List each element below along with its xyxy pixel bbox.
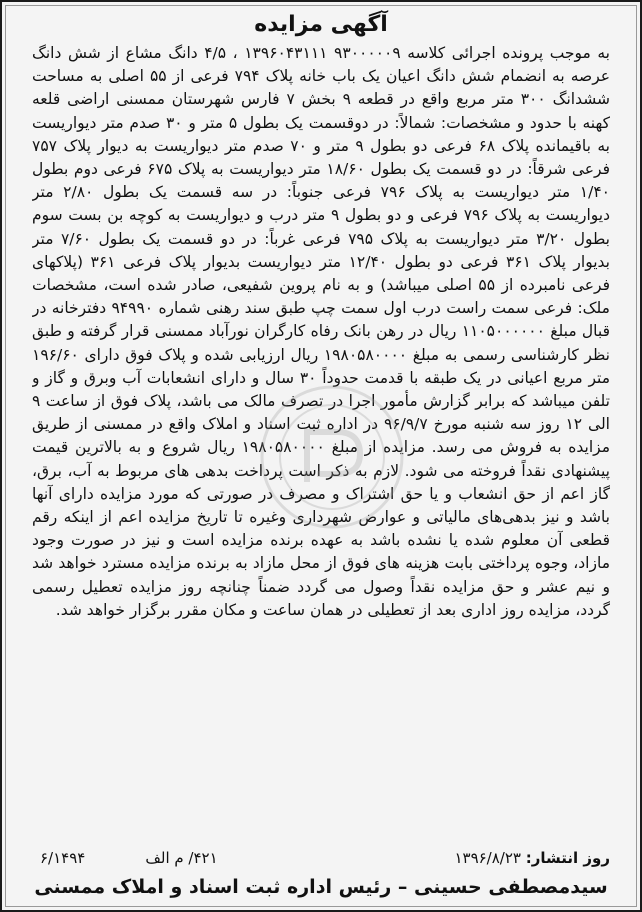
publish-date: ۱۳۹۶/۸/۲۳ — [454, 849, 521, 867]
notice-code: ۶/۱۴۹۴ — [40, 849, 86, 867]
notice-title: آگهی مزایده — [254, 12, 388, 37]
publish-date-label: روز انتشار: — [525, 849, 610, 867]
notice-reference: ۴۲۱/ م الف — [145, 849, 218, 867]
signature: سیدمصطفی حسینی – رئیس اداره ثبت اسناد و املاک ممسنی — [34, 876, 608, 898]
publication-line — [32, 846, 610, 870]
notice-body: به موجب پرونده اجرائی کلاسه ۹۳۰۰۰۰۰۹ ۱۳۹۶۰۴۳۱۱۱ ، ۴/۵ دانگ مشاع از شش دانگ عرصه به انضمام شش دانگ اعیان یک باب خانه پلاک ۷۹۴ فرعی از ۵۵ اصلی به مساحت ششدانگ ۳۰۰ متر مربع واقع در قطعه ۹ بخش ۷ فارس شهرستان ممسنی اراضی قلعه کهنه با حدود و مشخصات: شمالاً: در دوقسمت یک بطول ۵ متر و ۳۰ صدم متر دیواریست به باقیمانده پلاک ۶۸ فرعی دو بطول ۹ متر و ۷۰ صدم متر دیواریست به دیوار پلاک ۷۵۷ فرعی شرقاً: در دو قسمت یک بطول ۱۸/۶۰ متر دیواریست به پلاک ۶۷۵ فرعی دوم بطول ۱/۴۰ متر دیواریست به پلاک ۷۹۶ فرعی جنوباً: در سه قسمت یک بطول ۲/۸۰ متر دیواریست به پلاک ۷۹۶ فرعی و دو بطول ۹ متر درب و دیواریست به کوچه بن بست سوم بطول ۳/۲۰ متر دیواریست به پلاک ۷۹۵ فرعی غرباً: در دو قسمت یک بطول ۷/۶۰ متر بدیوار پلاک ۳۶۱ فرعی دو بطول ۱۲/۴۰ متر دیواریست بدیوار پلاک فرعی ۳۶۱ (پلاکهای فرعی نامبرده از ۵۵ اصلی میباشد) و به نام پروین شفیعی، صادر شده است، مشخصات ملک: فرعی سمت راست درب اول سمت چپ طبق سند رهنی شماره ۹۴۹۹۰ دفترخانه در قبال مبلغ ۱۱۰۵۰۰۰۰۰۰ ریال در رهن بانک رفاه کارگران نورآباد ممسنی قرار گرفته و طبق نظر کارشناسی رسمی به مبلغ ۱۹۸۰۵۸۰۰۰۰ ریال ارزیابی شده و پلاک فوق دارای ۱۹۶/۶۰ متر مربع اعیانی در یک طبقه با قدمت حدوداً ۳۰ سال و دارای انشعابات آب وبرق و گاز و تلفن میباشد که برابر گزارش مأمور اجرا در تصرف مالک می باشد، پلاک فوق از ساعت ۹ الی ۱۲ روز سه شنبه مورخ ۹۶/۹/۷ در اداره ثبت اسناد و املاک واقع در ممسنی از طریق مزایده به فروش می رسد. مزایده از مبلغ ۱۹۸۰۵۸۰۰۰۰ ریال شروع و به بالاترین قیمت پیشنهادی نقداً فروخته می شود. لازم به ذکر است پرداخت بدهی های مربوط به آب، برق، گاز اعم از حق انشعاب و یا حق اشتراک و مصرف در صورتی که مورد مزایده دارای آنها باشد و نیز بدهی‌های مالیاتی و عوارض شهرداری وغیره تا تاریخ مزایده اعم از اینکه رقم قطعی آن معلوم شده یا نشده باشد به عهده برنده مزایده است و نیز در صورت وجود مازاد، وجوه پرداختی بابت هزینه های فوق از محل مازاد به برنده مزایده مسترد خواهد شد و نیم عشر و حق مزایده نقداً وصول می گردد ضمناً چنانچه روز مزایده تعطیل رسمی گردد، مزایده روز اداری بعد از تعطیلی در همان ساعت و مکان مقرر برگزار خواهد شد. — [32, 44, 610, 619]
publish-date-group — [454, 846, 610, 870]
